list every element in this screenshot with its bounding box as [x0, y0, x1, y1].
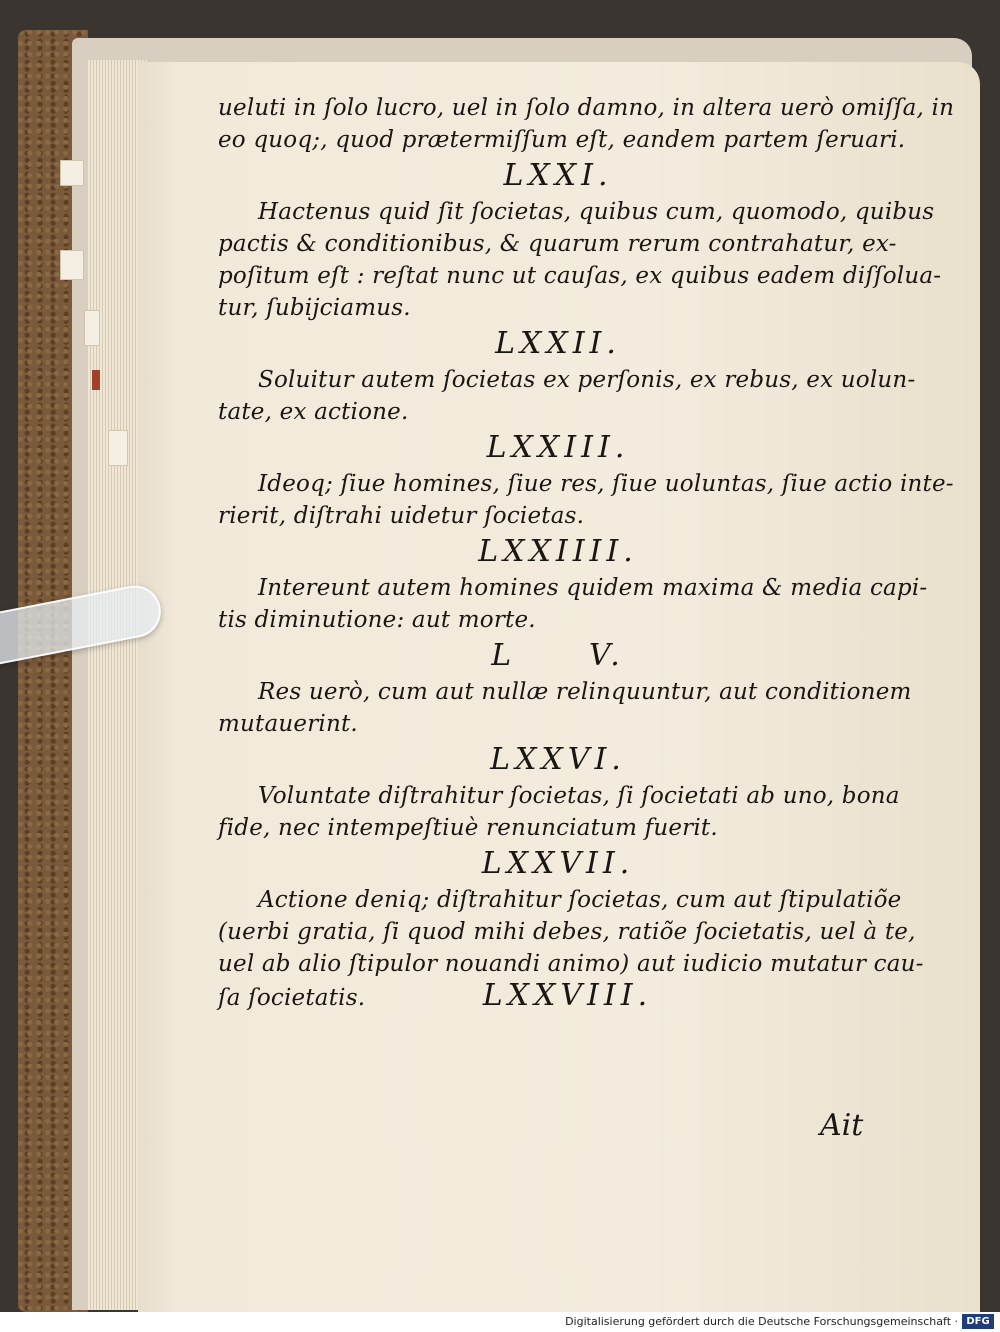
text-line: fide, nec intempeſtiuè renunciatum fuerit. [218, 815, 718, 841]
section-heading: LXXVII. [481, 846, 635, 881]
text-line: tis diminutione: aut morte. [218, 607, 536, 633]
text-line: Intereunt autem homines quidem maxima & media capi- [258, 575, 928, 601]
page-tab [84, 310, 100, 346]
text-line: tate, ex actione. [218, 399, 409, 425]
text-line: tur, ſubijciamus. [218, 295, 411, 321]
footer-bar [0, 1312, 1000, 1332]
text-line: ſa ſocietatis. [218, 985, 366, 1011]
funding-credit: Digitalisierung gefördert durch die Deutsche Forschungsgemeinschaft · [565, 1315, 958, 1328]
text-line: Actione deniq; diſtrahitur ſocietas, cum aut ſtipulatiõe [258, 887, 902, 913]
page-tab [60, 250, 84, 280]
section-heading: LXXVIII. [482, 978, 653, 1013]
text-line: pactis & conditionibus, & quarum rerum contrahatur, ex- [218, 231, 897, 257]
page-tab [108, 430, 128, 466]
ribbon-marker [92, 370, 100, 390]
section-heading: LXXVI. [490, 742, 626, 777]
section-heading: LXXIIII. [478, 534, 638, 569]
text-line: Hactenus quid ſit ſocietas, quibus cum, quomodo, quibus [258, 199, 935, 225]
text-line: Voluntate diſtrahitur ſocietas, ſi ſocietati ab uno, bona [258, 783, 900, 809]
text-line: uel ab alio ſtipulor nouandi animo) aut iudicio mutatur cau- [218, 951, 924, 977]
page-tab [60, 160, 84, 186]
dfg-logo: DFG [962, 1314, 994, 1329]
text-line: Soluitur autem ſocietas ex perſonis, ex rebus, ex uolun- [258, 367, 916, 393]
text-line: rierit, diſtrahi uidetur ſocietas. [218, 503, 585, 529]
section-heading: LXXI. [503, 158, 613, 193]
section-heading: LXXIII. [486, 430, 630, 465]
text-line: poſitum eſt : reſtat nunc ut cauſas, ex quibus eadem diſſolua- [218, 263, 942, 289]
catchword: Ait [820, 1108, 864, 1143]
page-text [218, 92, 955, 1014]
text-line: ueluti in ſolo lucro, uel in ſolo damno, in altera uerò omiſſa, in [218, 95, 955, 121]
section-heading: LXXII. [495, 326, 621, 361]
section-heading: L V. [491, 638, 625, 673]
text-line-last [218, 980, 898, 1014]
text-line: Res uerò, cum aut nullæ relinquuntur, aut conditionem [258, 679, 912, 705]
text-line: mutauerint. [218, 711, 358, 737]
text-line: (uerbi gratia, ſi quod mihi debes, ratiõe ſocietatis, uel à te, [218, 919, 916, 945]
text-line: eo quoq;, quod prætermiſſum eſt, eandem partem ſeruari. [218, 127, 906, 153]
text-line: Ideoq; ſiue homines, ſiue res, ſiue uoluntas, ſiue actio inte- [258, 471, 954, 497]
